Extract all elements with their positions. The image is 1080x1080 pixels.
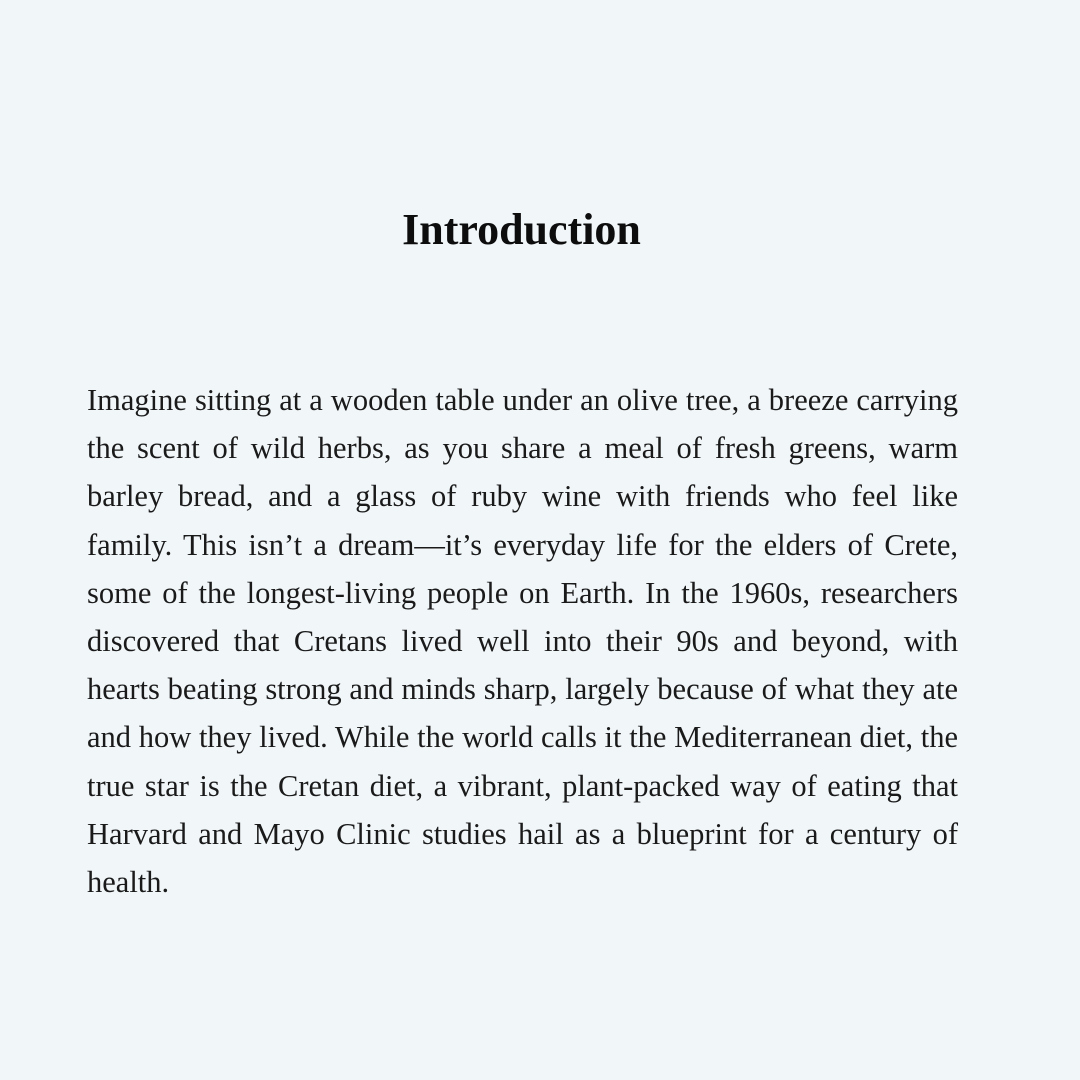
intro-paragraph: Imagine sitting at a wooden table under an olive tree, a breeze carrying the scent of wild herbs, as you share a meal of fresh greens, warm barley bread, and a glass of ruby wine with friends who feel like family. This isn’t a dream—it’s everyday life for the elders of Crete, some of the longest-living people on Earth. In the 1960s, researchers discovered that Cretans lived well into their 90s and beyond, with hearts beating strong and minds sharp, largely because of what they ate and how they lived. While the world calls it the Mediterranean diet, the true star is the Cretan diet, a vibrant, plant-packed way of eating that Harvard and Mayo Clinic studies hail as a blueprint for a century of health. <box>87 383 958 900</box>
page-title: Introduction <box>402 205 641 254</box>
